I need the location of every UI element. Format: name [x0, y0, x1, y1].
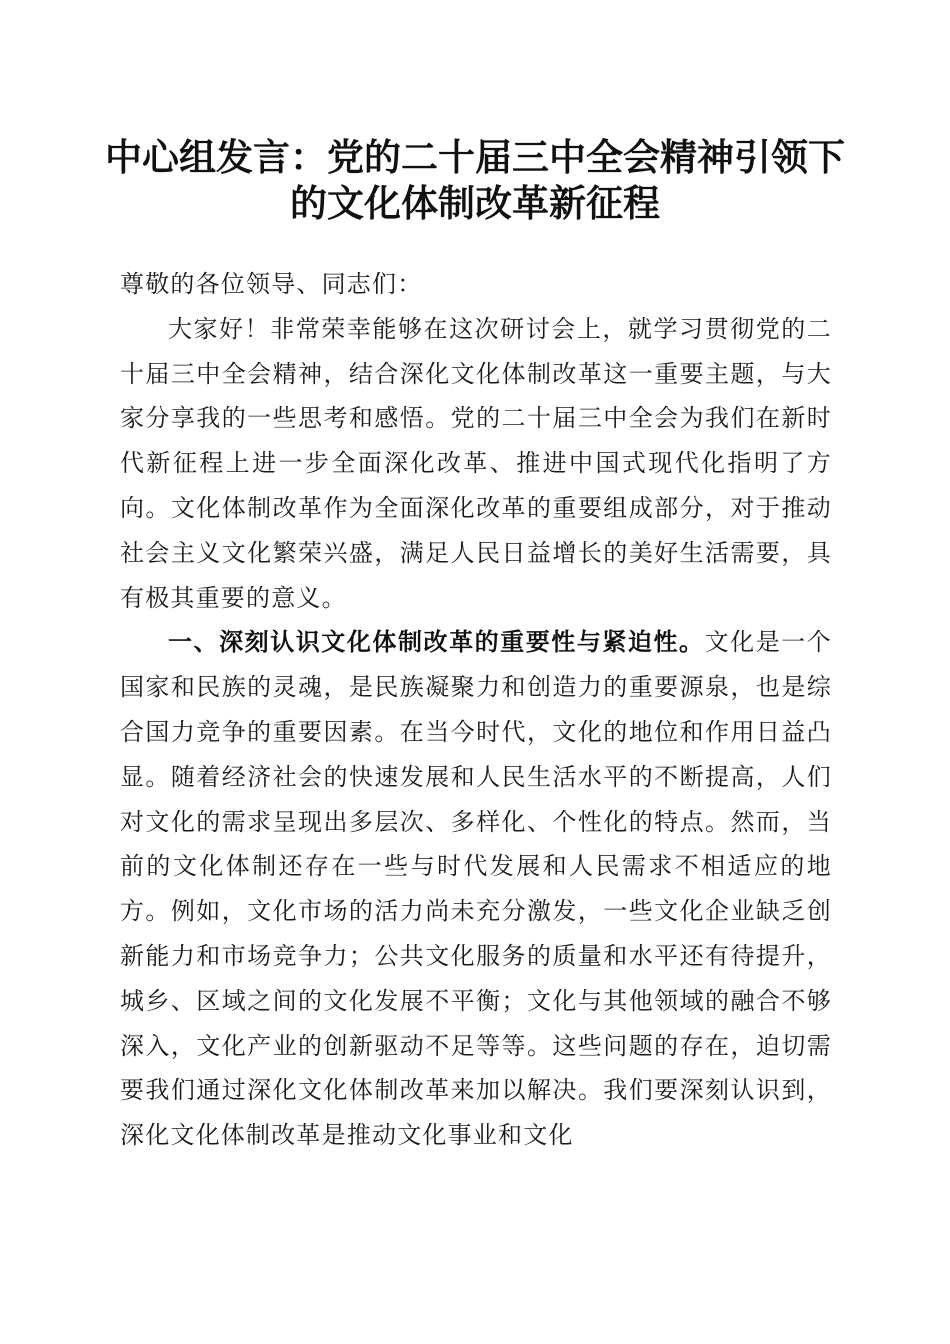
- title-line-1: 中心组发言：党的二十届三中全会精神引领下: [105, 135, 845, 179]
- document-title: [100, 134, 850, 226]
- paragraph-intro: 大家好！非常荣幸能够在这次研讨会上，就学习贯彻党的二十届三中全会精神，结合深化文化体制改革这一重要主题，与大家分享我的一些思考和感悟。党的二十届三中全会为我们在新时代新征程上进一步全面深化改革、推进中国式现代化指明了方向。文化体制改革作为全面深化改革的重要组成部分，对于推动社会主义文化繁荣兴盛，满足人民日益增长的美好生活需要，具有极其重要的意义。: [120, 314, 832, 612]
- title-line-2: 的文化体制改革新征程: [290, 181, 660, 225]
- paragraph-section-1: [120, 620, 832, 1158]
- section-1-heading: 一、深刻认识文化体制改革的重要性与紧迫性。: [168, 628, 705, 657]
- section-1-body: 文化是一个国家和民族的灵魂，是民族凝聚力和创造力的重要源泉，也是综合国力竞争的重要因素。在当今时代，文化的地位和作用日益凸显。随着经济社会的快速发展和人民生活水平的不断提高，人们对文化的需求呈现出多层次、多样化、个性化的特点。然而，当前的文化体制还存在一些与时代发展和人民需求不相适应的地方。例如，文化市场的活力尚未充分激发，一些文化企业缺乏创新能力和市场竞争力；公共文化服务的质量和水平还有待提升，城乡、区域之间的文化发展不平衡；文化与其他领域的融合不够深入，文化产业的创新驱动不足等等。这些问题的存在，迫切需要我们通过深化文化体制改革来加以解决。我们要深刻认识到，深化文化体制改革是推动文化事业和文化: [120, 628, 833, 1150]
- document-body: [120, 262, 832, 1158]
- salutation: 尊敬的各位领导、同志们：: [120, 270, 423, 298]
